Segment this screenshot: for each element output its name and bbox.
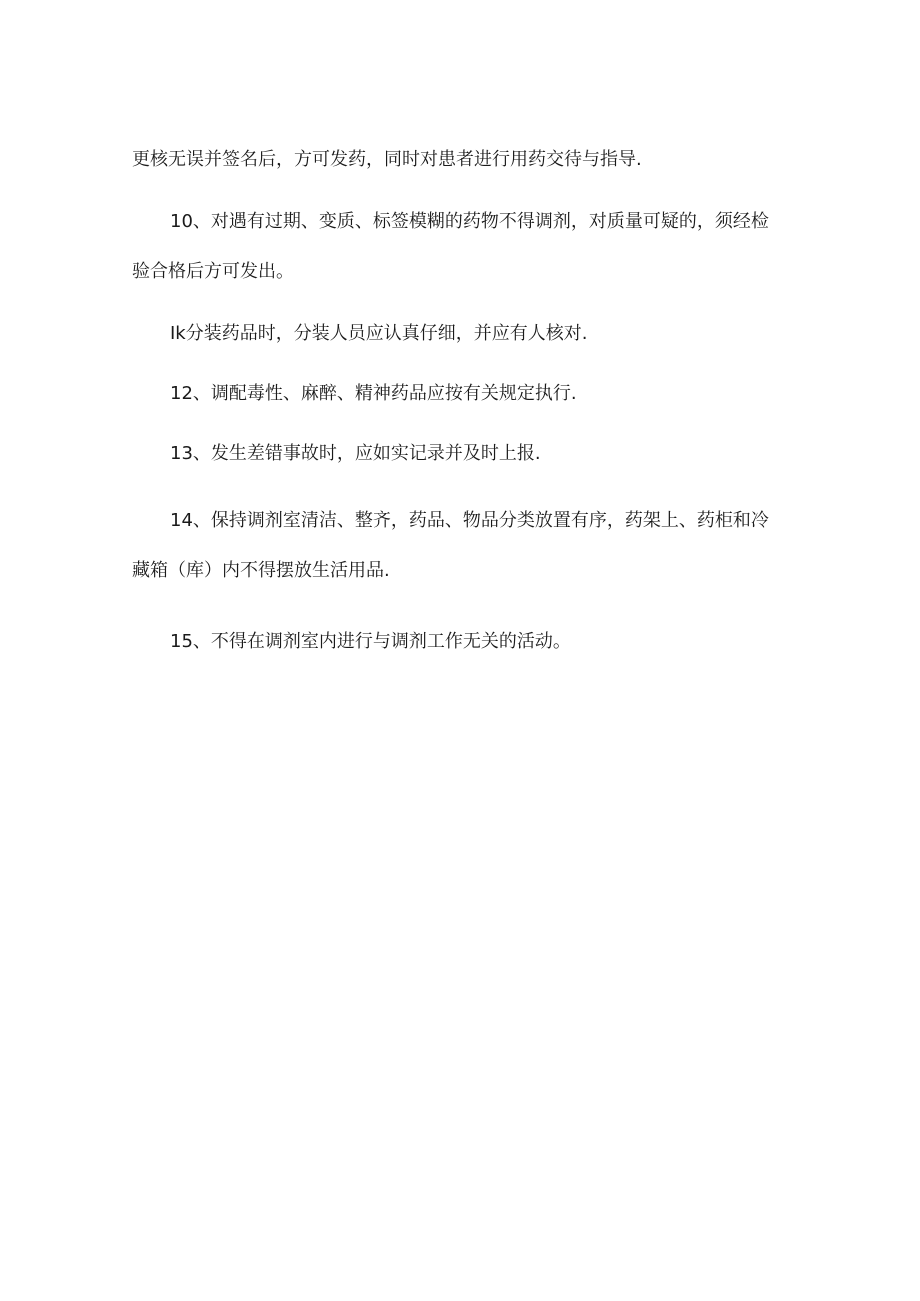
text-line-item-14: 14、保持调剂室清洁、整齐，药品、物品分类放置有序，药架上、药柜和冷	[170, 510, 769, 531]
text-line-item-11: Ik分装药品时，分装人员应认真仔细，并应有人核对.	[170, 323, 588, 344]
text-line-item-10: 10、对遇有过期、变质、标签模糊的药物不得调剂，对质量可疑的，须经检	[170, 211, 769, 232]
text-line-item-13: 13、发生差错事故时，应如实记录并及时上报.	[170, 443, 541, 464]
text-line-item-14-cont: 藏箱（库）内不得摆放生活用品.	[132, 560, 390, 581]
text-line-item-10-cont: 验合格后方可发出。	[132, 261, 294, 282]
text-line-continuation: 更核无误并签名后，方可发药，同时对患者进行用药交待与指导.	[132, 149, 642, 170]
text-line-item-15: 15、不得在调剂室内进行与调剂工作无关的活动。	[170, 631, 571, 652]
text-line-item-12: 12、调配毒性、麻醉、精神药品应按有关规定执行.	[170, 383, 577, 404]
